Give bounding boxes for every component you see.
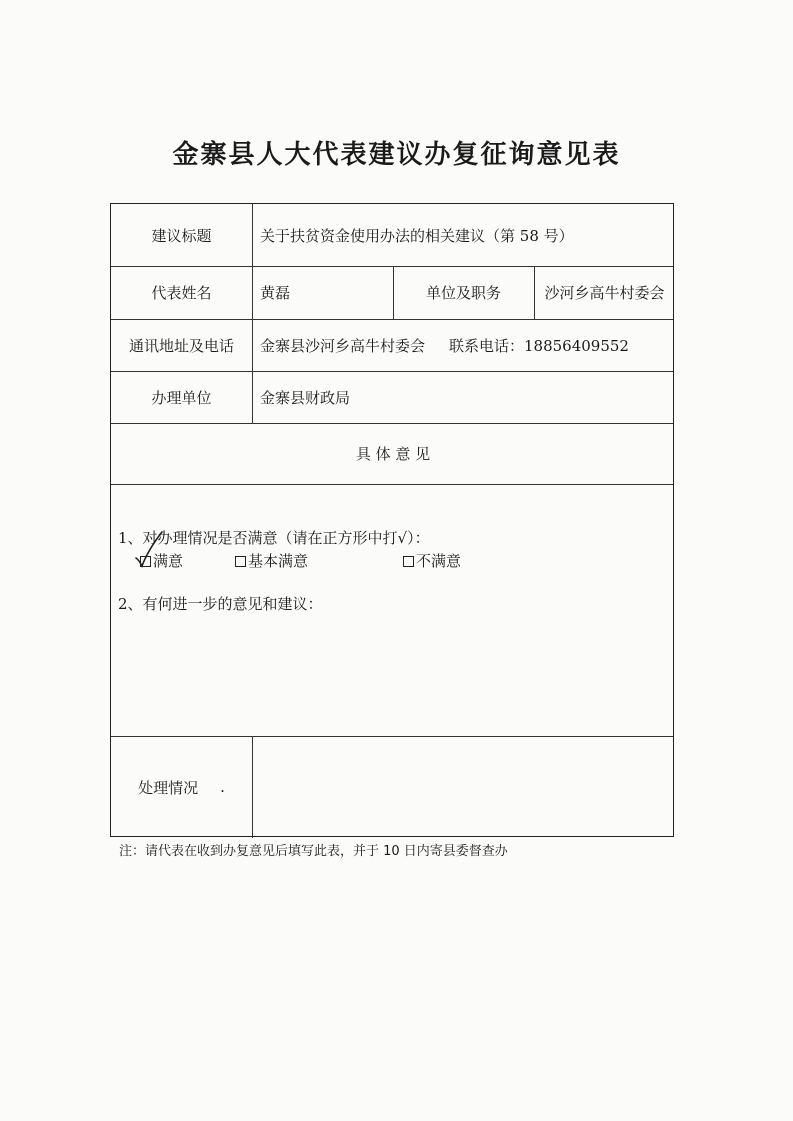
- row-divider: [111, 484, 673, 485]
- processing-value[interactable]: [260, 736, 665, 838]
- further-suggestions-answer[interactable]: [118, 618, 668, 728]
- rep-name-value: 黄磊: [260, 284, 291, 302]
- unit-position-label: 单位及职务: [425, 284, 501, 302]
- option-basically-satisfied-label: 基本满意: [248, 552, 309, 570]
- phone-value: 联系电话：18856409552: [449, 336, 629, 355]
- footer-note: 注：请代表在收到办复意见后填写此表，并于 10 日内寄县委督查办: [119, 844, 508, 859]
- processing-label-text: 处理情况: [138, 778, 199, 797]
- option-unsatisfied[interactable]: [403, 550, 461, 571]
- option-satisfied-label: 满意: [153, 552, 184, 570]
- satisfaction-question: 1、对办理情况是否满意（请在正方形中打√）：: [118, 529, 430, 547]
- page-title: 金寨县人大代表建议办复征询意见表: [172, 140, 621, 170]
- opinion-form-table: [110, 203, 674, 837]
- checkbox-unsatisfied[interactable]: [403, 556, 414, 567]
- checkbox-basically-satisfied[interactable]: [235, 556, 246, 567]
- option-unsatisfied-label: 不满意: [416, 552, 462, 570]
- handling-unit-label: 办理单位: [151, 388, 212, 407]
- specific-opinion-header: 具 体 意 见: [355, 445, 431, 463]
- suggestion-title-value: 关于扶贫资金使用办法的相关建议（第 58 号）: [260, 226, 574, 245]
- address-phone-label: 通讯地址及电话: [128, 336, 234, 355]
- handwritten-check-mark-icon: [134, 530, 164, 570]
- unit-position-value: 沙河乡高牛村委会: [544, 284, 665, 302]
- suggestion-title-label: 建议标题: [151, 226, 212, 245]
- rep-name-label: 代表姓名: [151, 284, 212, 302]
- further-suggestions-question: 2、有何进一步的意见和建议：: [118, 595, 323, 613]
- column-divider: [252, 204, 253, 423]
- processing-label: [111, 736, 252, 838]
- handling-unit-value: 金寨县财政局: [260, 388, 351, 407]
- dot-mark: .: [220, 778, 225, 796]
- address-value: 金寨县沙河乡高牛村委会: [260, 336, 426, 355]
- option-basically-satisfied[interactable]: [235, 550, 308, 571]
- column-divider: [252, 736, 253, 838]
